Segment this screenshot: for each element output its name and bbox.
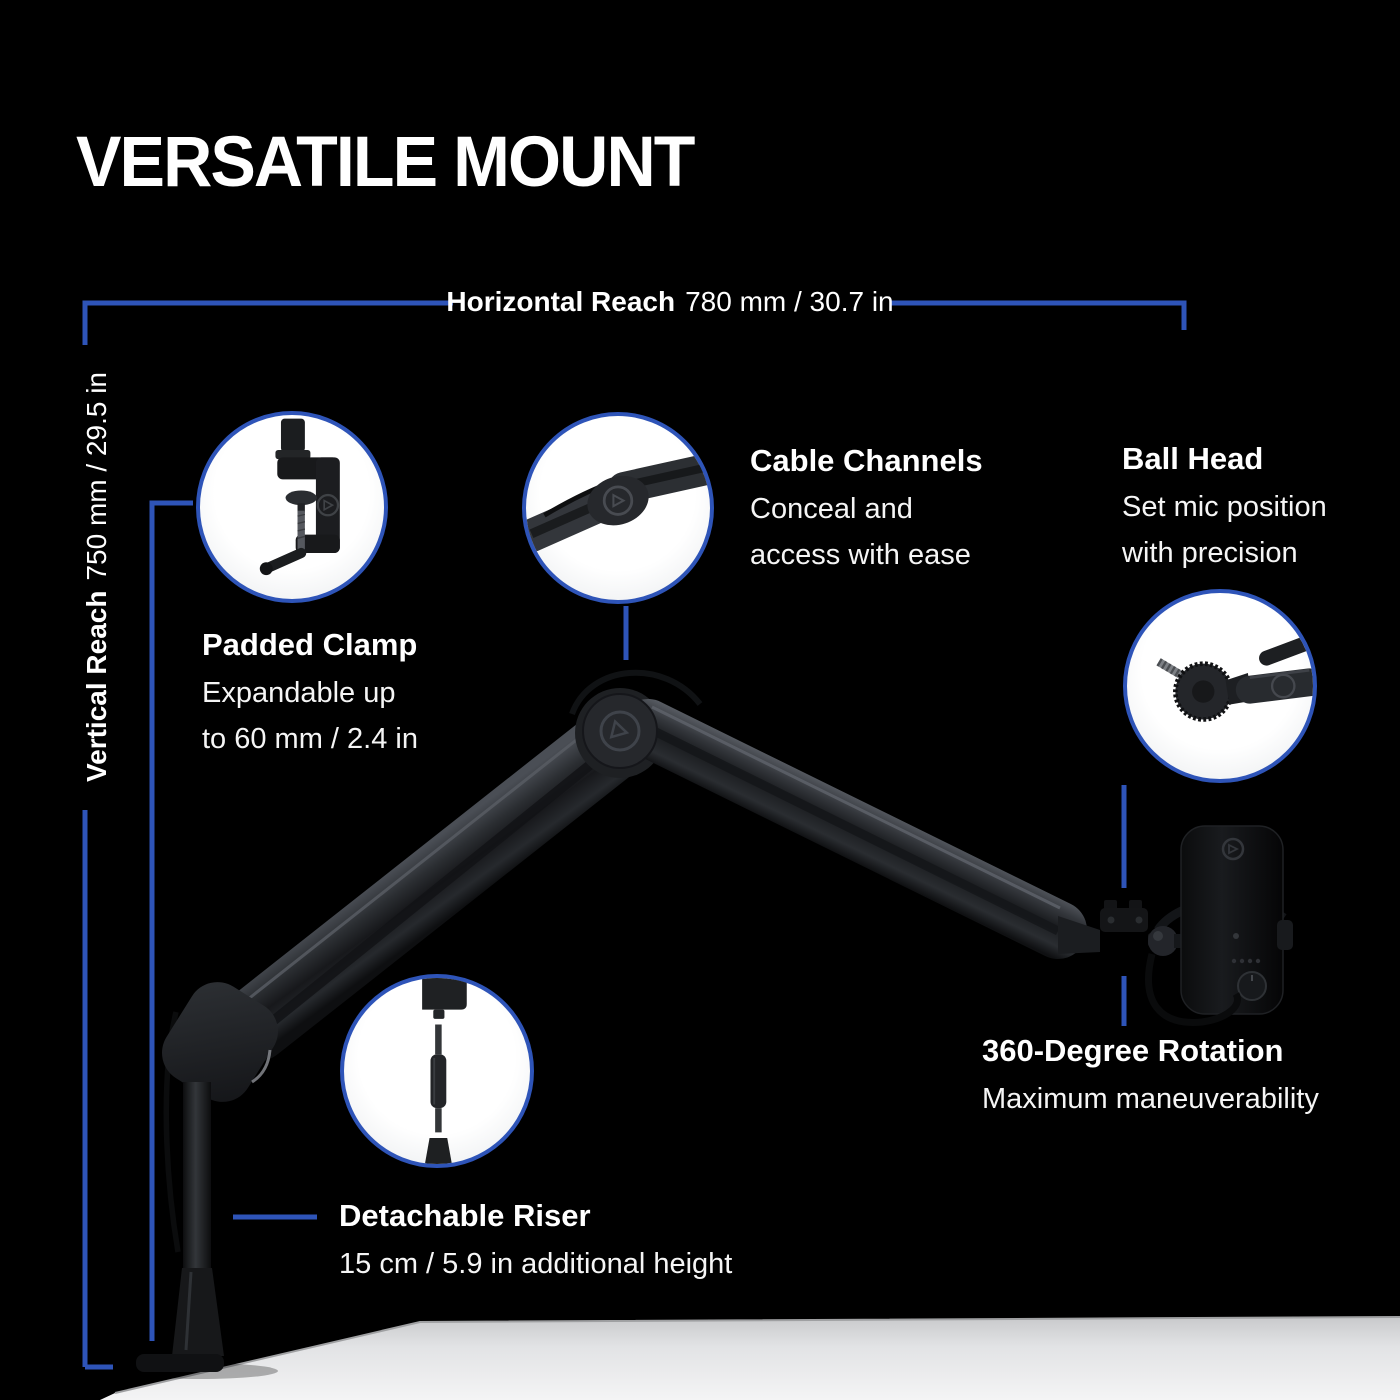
- cable-channel-illustration: [526, 416, 710, 600]
- cable-channels-line2: access with ease: [750, 539, 971, 571]
- callout-detachable-riser: [339, 1195, 732, 1287]
- page-title: VERSATILE MOUNT: [76, 123, 694, 202]
- callout-cable-channels: [750, 440, 983, 578]
- clamp-illustration: [200, 415, 384, 599]
- vertical-reach-dimension: [81, 372, 113, 782]
- padded-clamp-line1: Expandable up: [202, 677, 396, 709]
- microphone: [1149, 826, 1293, 1022]
- vertical-reach-label: Vertical Reach: [81, 590, 112, 783]
- ball-head-photo: [1123, 589, 1317, 783]
- padded-clamp-photo: [196, 411, 388, 603]
- rotation-line1: Maximum maneuverability: [982, 1083, 1319, 1115]
- cable-channel-photo: [522, 412, 714, 604]
- ball-head-joint: [1148, 926, 1178, 956]
- horizontal-reach-value: 780 mm / 30.7 in: [685, 286, 894, 317]
- padded-clamp-title: Padded Clamp: [202, 627, 418, 662]
- vertical-reach-value: 750 mm / 29.5 in: [81, 371, 112, 581]
- mic-led: [1233, 933, 1239, 939]
- cable-channels-line1: Conceal and: [750, 493, 913, 525]
- ball-head-line2: with precision: [1122, 537, 1298, 569]
- cable-channels-title: Cable Channels: [750, 443, 983, 478]
- callout-padded-clamp: [202, 624, 418, 762]
- elgato-logo-elbow: [583, 694, 657, 768]
- detachable-riser-photo: [340, 974, 534, 1168]
- detachable-riser-title: Detachable Riser: [339, 1198, 591, 1233]
- ball-head-title: Ball Head: [1122, 441, 1264, 476]
- detachable-riser-line1: 15 cm / 5.9 in additional height: [339, 1248, 733, 1280]
- ball-head-illustration: [1127, 593, 1313, 779]
- mic-knob: [1238, 972, 1266, 1000]
- desk: [100, 1317, 1400, 1400]
- rotation-title: 360-Degree Rotation: [982, 1033, 1284, 1068]
- callout-ball-head: [1122, 438, 1327, 576]
- padded-clamp-line2: to 60 mm / 2.4 in: [202, 723, 418, 755]
- horizontal-reach-dimension: [446, 286, 893, 318]
- callout-360-rotation: [982, 1030, 1319, 1122]
- riser-illustration: [344, 978, 530, 1164]
- ball-head-line1: Set mic position: [1122, 491, 1327, 523]
- horizontal-reach-label: Horizontal Reach: [446, 286, 676, 317]
